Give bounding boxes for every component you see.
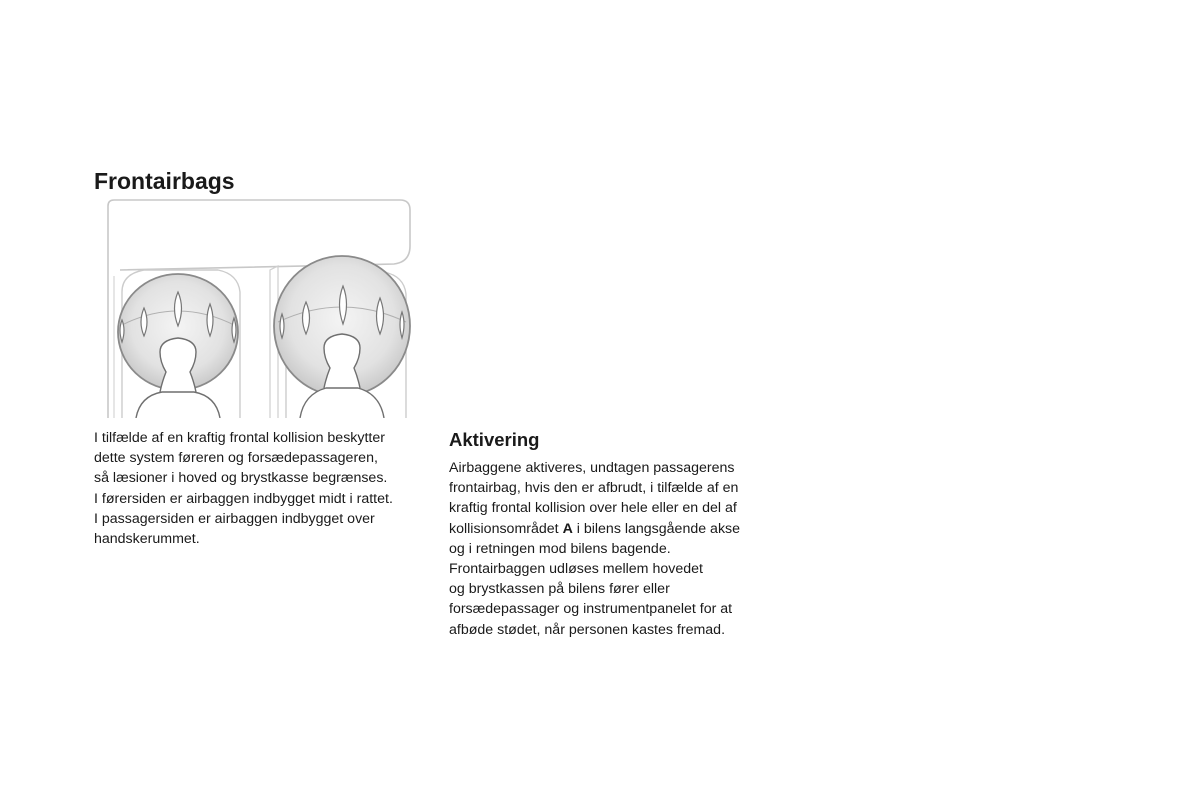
activation-line: Airbaggene aktiveres, undtagen passagerens xyxy=(449,460,735,476)
intro-line: I førersiden er airbaggen indbygget midt i rattet. xyxy=(94,490,393,507)
activation-line: Frontairbaggen udløses mellem hovedet xyxy=(449,561,703,578)
frontal-airbags-diagram-icon xyxy=(100,196,420,418)
intro-line: handskerummet. xyxy=(94,531,200,548)
activation-line: forsædepassager og instrumentpanelet for at xyxy=(449,601,733,618)
intro-line: I tilfælde af en kraftig frontal kollision beskytter xyxy=(94,430,385,446)
activation-line: kraftig frontal kollision over hele eller en del af xyxy=(449,500,737,517)
activation-line: frontairbag, hvis den er afbrudt, i tilfælde af en xyxy=(449,480,739,497)
activation-line: afbøde stødet, når personen kastes fremad. xyxy=(449,621,726,638)
intro-text xyxy=(94,428,434,549)
page-title: Frontairbags xyxy=(94,168,235,194)
activation-line: og brystkassen på bilens fører eller xyxy=(449,581,670,598)
intro-line: så læsioner i hoved og brystkasse begrænses. xyxy=(94,470,388,487)
intro-line: I passagersiden er airbaggen indbygget over xyxy=(94,510,375,527)
activation-line xyxy=(449,519,779,539)
activation-line-part: i bilens langsgående akse xyxy=(572,520,741,537)
activation-line-part: kollisionsområdet xyxy=(449,520,563,537)
activation-text xyxy=(449,458,779,640)
activation-line: og i retningen mod bilens bagende. xyxy=(449,540,671,557)
section-heading-activation: Aktivering xyxy=(449,429,540,450)
intro-line: dette system føreren og forsædepassageren, xyxy=(94,450,378,467)
collision-area-label: A xyxy=(562,520,573,537)
frontal-airbags-illustration xyxy=(100,196,420,418)
